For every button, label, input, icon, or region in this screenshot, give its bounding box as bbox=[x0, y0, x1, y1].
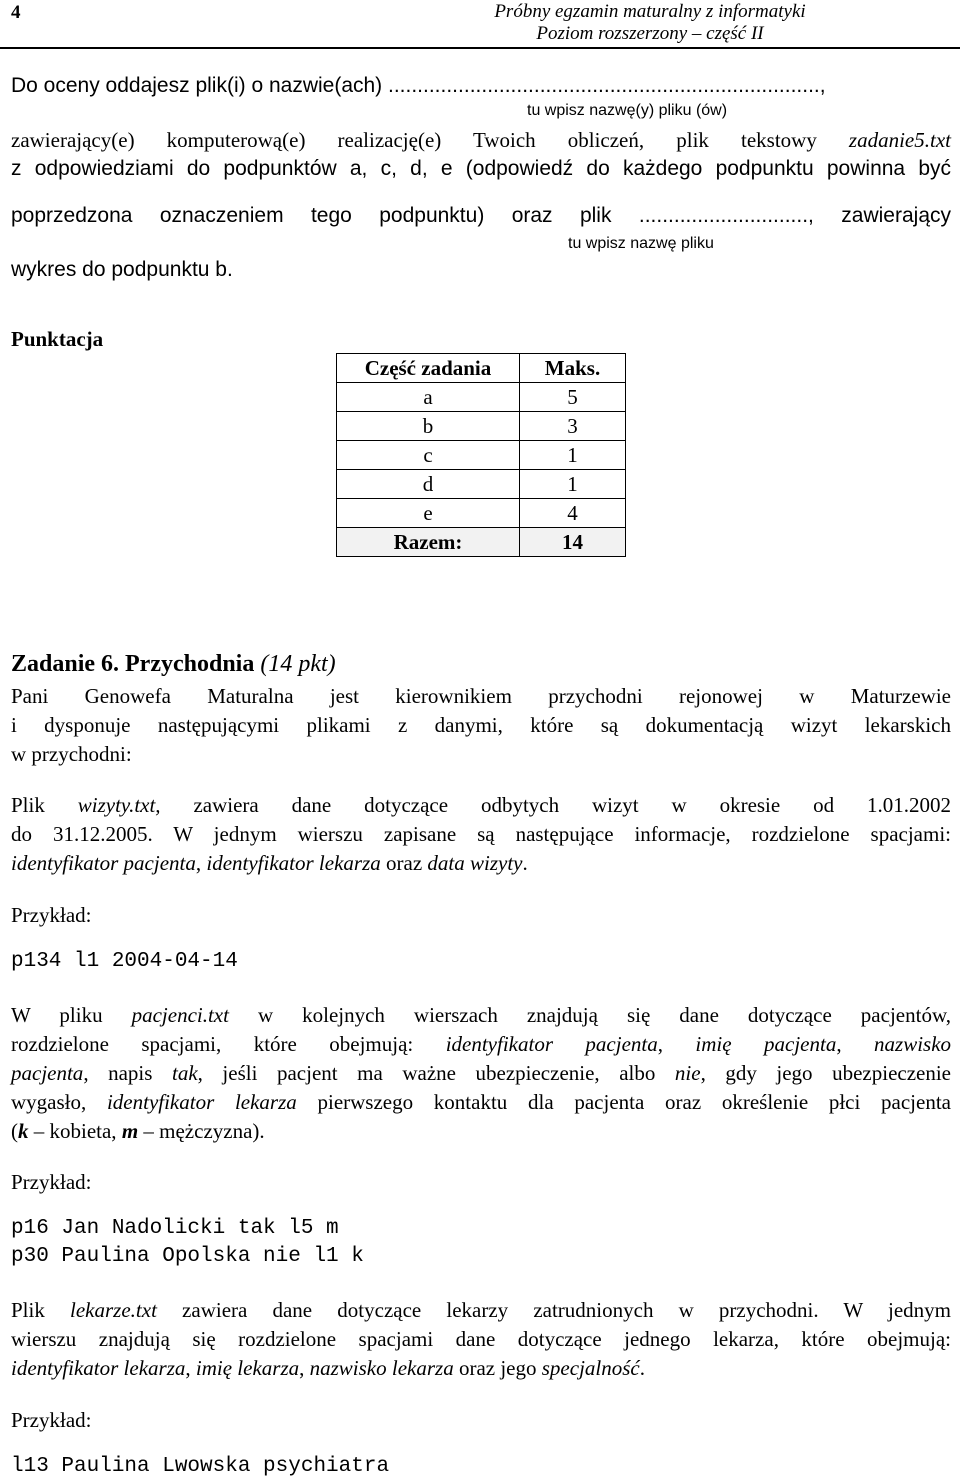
filename-zadanie5: zadanie5.txt bbox=[848, 128, 951, 152]
wizyty-line1 bbox=[11, 792, 951, 819]
task6-title: Zadanie 6. Przychodnia bbox=[11, 651, 255, 677]
table-row bbox=[337, 441, 626, 470]
row-part: a bbox=[337, 383, 520, 412]
field-term: identyfikator lekarza bbox=[11, 1356, 186, 1380]
pacjenci-line4 bbox=[11, 1089, 951, 1116]
separator: , bbox=[657, 1032, 696, 1056]
value-term: m bbox=[121, 1119, 139, 1143]
wizyty-text: Plik bbox=[11, 793, 78, 817]
task6-para1-line2: i dysponuje następującymi plikami z danymi, które są dokumentacją wizyt lekarskich bbox=[11, 713, 951, 737]
value-term: tak bbox=[171, 1061, 198, 1085]
filename-pacjenci: pacjenci.txt bbox=[131, 1003, 229, 1027]
intro-line2 bbox=[11, 127, 951, 154]
field-term: pacjenta bbox=[11, 1061, 84, 1085]
value-term: k bbox=[18, 1119, 29, 1143]
field-term: identyfikator lekarza bbox=[106, 1090, 297, 1114]
field-term: data wizyty bbox=[427, 851, 523, 875]
field-term: identyfikator lekarza bbox=[206, 851, 381, 875]
total-row bbox=[337, 528, 626, 557]
pacjenci-text: wygasło, bbox=[11, 1090, 107, 1114]
intro-line2-text: zawierający(e) komputerową(e) realizację(e) Twoich obliczeń, plik tekstowy bbox=[11, 128, 849, 152]
pacjenci-text: – mężczyzna). bbox=[138, 1119, 265, 1143]
wizyty-line3 bbox=[11, 850, 528, 877]
scoring-table bbox=[336, 353, 626, 557]
pacjenci-text: – kobieta, bbox=[28, 1119, 122, 1143]
lekarze-example: l13 Paulina Lwowska psychiatra bbox=[11, 1455, 390, 1478]
pacjenci-example2: p30 Paulina Opolska nie l1 k bbox=[11, 1245, 364, 1268]
field-term: identyfikator pacjenta bbox=[11, 851, 196, 875]
pacjenci-text: , gdy jego ubezpieczenie bbox=[700, 1061, 952, 1085]
separator: oraz bbox=[380, 851, 428, 875]
task6-heading bbox=[11, 649, 336, 679]
lekarze-line3 bbox=[11, 1355, 645, 1382]
table-row bbox=[337, 412, 626, 441]
pacjenci-line1 bbox=[11, 1002, 951, 1029]
lekarze-example-label: Przykład: bbox=[11, 1408, 92, 1432]
col-max-header: Maks. bbox=[520, 354, 626, 383]
pacjenci-line3 bbox=[11, 1060, 951, 1087]
header-title-line2: Poziom rozszerzony – część II bbox=[536, 23, 764, 44]
filename-lekarze: lekarze.txt bbox=[70, 1298, 157, 1322]
row-part: b bbox=[337, 412, 520, 441]
wizyty-example-label: Przykład: bbox=[11, 903, 92, 927]
pacjenci-text: pierwszego kontaktu dla pacjenta oraz określenie płci pacjenta bbox=[296, 1090, 951, 1114]
pacjenci-text: W pliku bbox=[11, 1003, 132, 1027]
wizyty-text: zawiera dane dotyczące odbytych wizyt w okresie od 1.01.2002 bbox=[160, 793, 951, 817]
field-term: nazwisko bbox=[874, 1032, 952, 1056]
total-value: 14 bbox=[520, 528, 626, 557]
field-term: imię pacjenta bbox=[695, 1032, 837, 1056]
pacjenci-line2 bbox=[11, 1031, 951, 1058]
filename-hint1: tu wpisz nazwę(y) pliku (ów) bbox=[527, 102, 728, 119]
lekarze-line2: wierszu znajdują się rozdzielone spacjami dane dotyczące jednego lekarza, które obejmują: bbox=[11, 1327, 951, 1351]
pacjenci-text: , jeśli pacjent ma ważne ubezpieczenie, albo bbox=[197, 1061, 675, 1085]
pacjenci-text: rozdzielone spacjami, które obejmują: bbox=[11, 1032, 446, 1056]
filename-hint2: tu wpisz nazwę pliku bbox=[568, 235, 714, 252]
separator: , bbox=[299, 1356, 310, 1380]
pacjenci-text: ( bbox=[11, 1119, 18, 1143]
table-row bbox=[337, 499, 626, 528]
separator: . bbox=[639, 1356, 645, 1380]
pacjenci-example1: p16 Jan Nadolicki tak l5 m bbox=[11, 1217, 339, 1240]
field-term: identyfikator pacjenta bbox=[445, 1032, 658, 1056]
intro-line1: Do oceny oddajesz plik(i) o nazwie(ach) .........................................................................., bbox=[11, 74, 826, 97]
intro-line3: z odpowiedziami do podpunktów a, c, d, e (odpowiedź do każdego podpunktu powinna być bbox=[11, 157, 951, 180]
pacjenci-example-label: Przykład: bbox=[11, 1170, 92, 1194]
scoring-title: Punktacja bbox=[11, 327, 104, 351]
lekarze-text: Plik bbox=[11, 1298, 71, 1322]
row-max: 4 bbox=[520, 499, 626, 528]
task6-points: (14 pkt) bbox=[260, 651, 336, 677]
separator: , bbox=[195, 851, 207, 875]
page-number: 4 bbox=[11, 2, 21, 23]
value-term: nie bbox=[674, 1061, 701, 1085]
intro-line4: poprzedzona oznaczeniem tego podpunktu) oraz plik ............................., zawierający bbox=[11, 204, 951, 227]
row-part: c bbox=[337, 441, 520, 470]
scoring-header-row bbox=[337, 354, 626, 383]
pacjenci-text: w kolejnych wierszach znajdują się dane dotyczące pacjentów, bbox=[228, 1003, 951, 1027]
task6-para1-line1: Pani Genowefa Maturalna jest kierownikiem przychodni rejonowej w Maturzewie bbox=[11, 684, 951, 708]
intro-line5: wykres do podpunktu b. bbox=[11, 258, 233, 281]
row-max: 5 bbox=[520, 383, 626, 412]
total-label: Razem: bbox=[337, 528, 520, 557]
col-part-header: Część zadania bbox=[337, 354, 520, 383]
lekarze-text: zawiera dane dotyczące lekarzy zatrudnionych w przychodni. W jednym bbox=[156, 1298, 951, 1322]
row-max: 3 bbox=[520, 412, 626, 441]
table-row bbox=[337, 470, 626, 499]
page-header-title bbox=[350, 1, 950, 45]
field-term: imię lekarza bbox=[195, 1356, 300, 1380]
wizyty-example: p134 l1 2004-04-14 bbox=[11, 950, 238, 973]
lekarze-line1 bbox=[11, 1297, 951, 1324]
header-divider bbox=[0, 47, 960, 49]
wizyty-line2: do 31.12.2005. W jednym wierszu zapisane są następujące informacje, rozdzielone spacjami: bbox=[11, 822, 951, 846]
row-max: 1 bbox=[520, 441, 626, 470]
pacjenci-line5 bbox=[11, 1118, 265, 1145]
field-term: nazwisko lekarza bbox=[309, 1356, 454, 1380]
pacjenci-text: , napis bbox=[83, 1061, 172, 1085]
row-max: 1 bbox=[520, 470, 626, 499]
separator: . bbox=[522, 851, 528, 875]
field-term: specjalność bbox=[541, 1356, 640, 1380]
table-row bbox=[337, 383, 626, 412]
separator: , bbox=[836, 1032, 875, 1056]
header-title-line1: Próbny egzamin maturalny z informatyki bbox=[494, 1, 806, 22]
separator: , bbox=[185, 1356, 196, 1380]
lekarze-text: oraz jego bbox=[453, 1356, 542, 1380]
row-part: e bbox=[337, 499, 520, 528]
task6-para1-line3: w przychodni: bbox=[11, 742, 132, 766]
row-part: d bbox=[337, 470, 520, 499]
filename-wizyty: wizyty.txt, bbox=[77, 793, 161, 817]
